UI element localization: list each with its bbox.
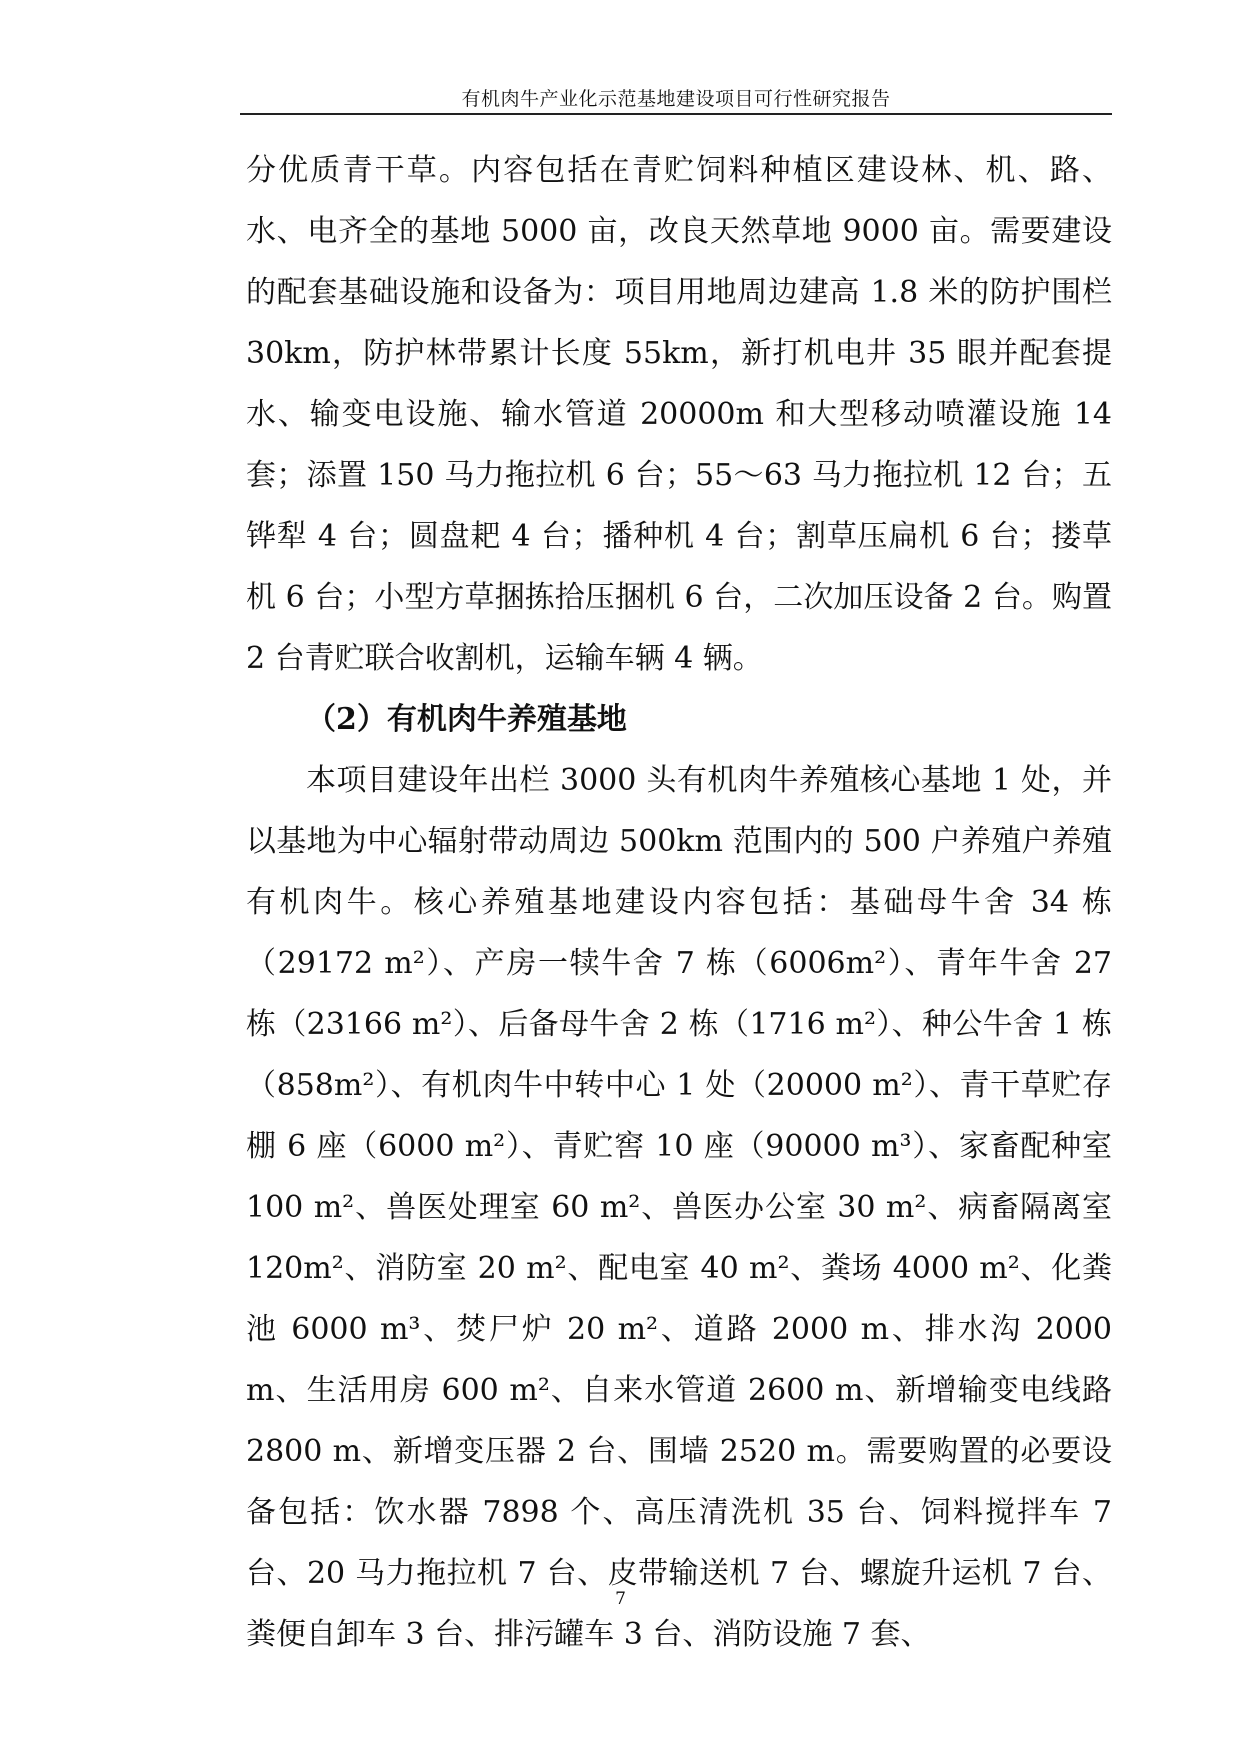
page-number: 7: [615, 1589, 626, 1609]
body-paragraph: 本项目建设年出栏 3000 头有机肉牛养殖核心基地 1 处，并以基地为中心辐射带动周边 500km 范围内的 500 户养殖户养殖有机肉牛。核心养殖基地建设内容包括：基础母牛舍 34 栋（29172 m²）、产房一犊牛舍 7 栋（6006m²）、青年牛舍 27 栋（23166 m²）、后备母牛舍 2 栋（1716 m²）、种公牛舍 1 栋（858m²）、有机肉牛中转中心 1 处（20000 m²）、青干草贮存棚 6 座（6000 m²）、青贮窖 10 座（90000 m³）、家畜配种室 100 m²、兽医处理室 60 m²、兽医办公室 30 m²、病畜隔离室 120m²、消防室 20 m²、配电室 40 m²、粪场 4000 m²、化粪池 6000 m³、焚尸炉 20 m²、道路 2000 m、排水沟 2000 m、生活用房 600 m²、自来水管道 2600 m、新增输变电线路 2800 m、新增变压器 2 台、围墙 2520 m。需要购置的必要设备包括：饮水器 7898 个、高压清洗机 35 台、饲料搅拌车 7 台、20 马力拖拉机 7 台、皮带输送机 7 台、螺旋升运机 7 台、粪便自卸车 3 台、排污罐车 3 台、消防设施 7 套、: [246, 763, 1112, 1652]
header-rule: [240, 113, 1112, 115]
body-paragraph: 分优质青干草。内容包括在青贮饲料种植区建设林、机、路、水、电齐全的基地 5000 亩，改良天然草地 9000 亩。需要建设的配套基础设施和设备为：项目用地周边建高 1.8 米的防护围栏 30km，防护林带累计长度 55km，新打机电井 35 眼并配套提水、输变电设施、输水管道 20000m 和大型移动喷灌设施 14 套；添置 150 马力拖拉机 6 台；55～63 马力拖拉机 12 台；五铧犁 4 台；圆盘耙 4 台；播种机 4 台；割草压扁机 6 台；搂草机 6 台；小型方草捆拣拾压捆机 6 台，二次加压设备 2 台。购置 2 台青贮联合收割机，运输车辆 4 辆。: [246, 153, 1112, 676]
section-heading: （2）有机肉牛养殖基地: [306, 702, 627, 737]
document-body: [246, 140, 1112, 1665]
page-header: 有机肉牛产业化示范基地建设项目可行性研究报告: [461, 88, 891, 110]
